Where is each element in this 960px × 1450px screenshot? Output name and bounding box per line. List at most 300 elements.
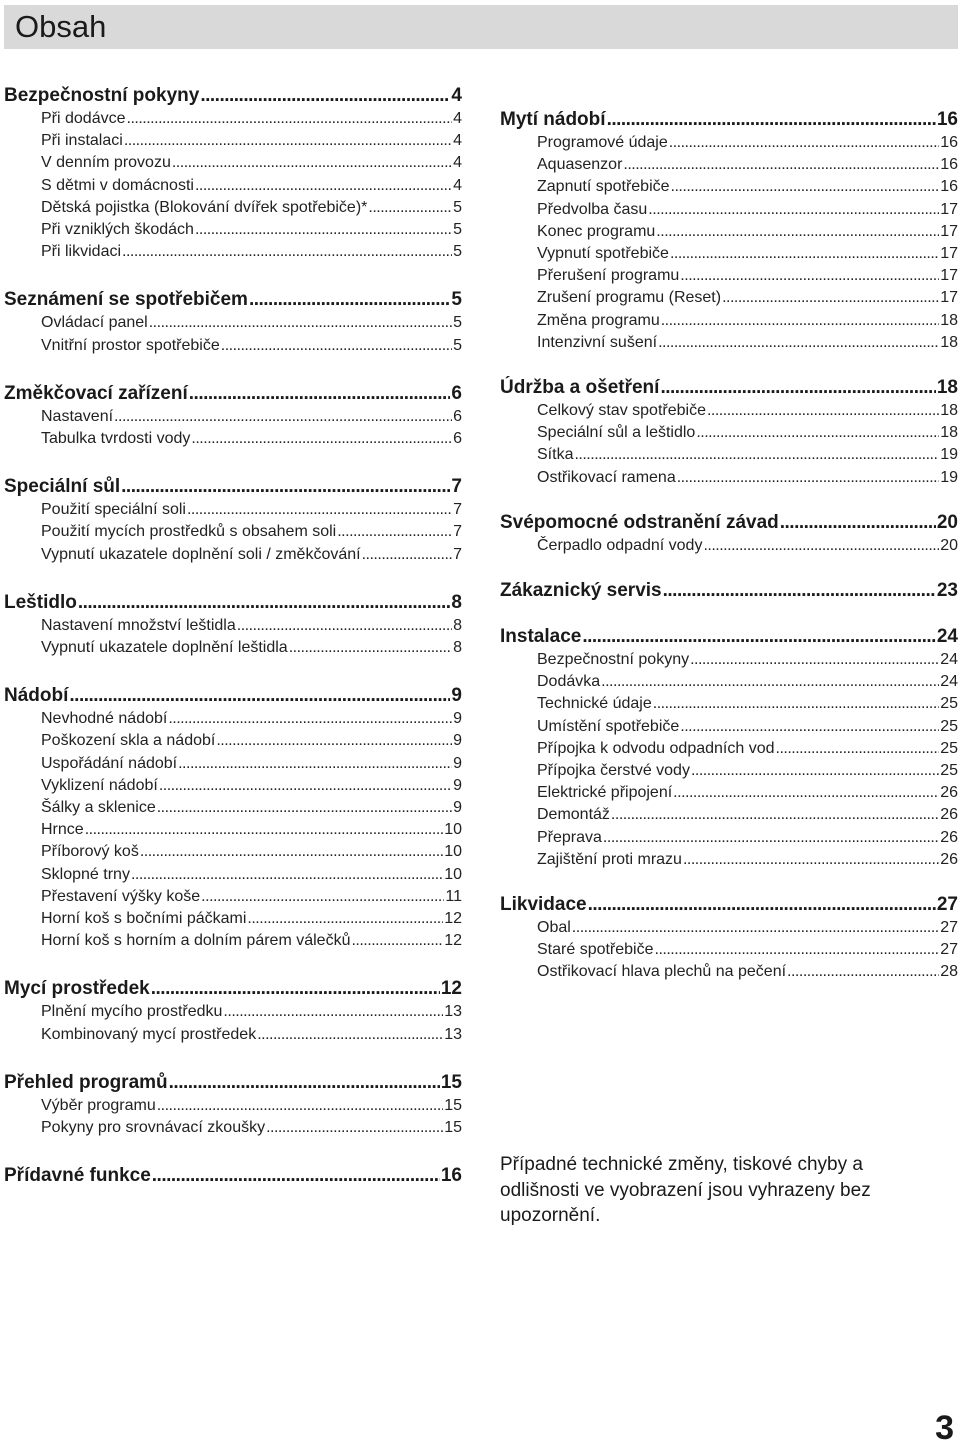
toc-item-stare-spotrebice[interactable] <box>500 939 958 961</box>
toc-section-myti-nadobi[interactable] <box>500 108 958 132</box>
toc-entry-title: Technické údaje <box>537 695 652 713</box>
toc-item-vyklizeni-nadobi[interactable] <box>4 775 462 797</box>
toc-entry-page: 17 <box>940 222 958 240</box>
toc-entry-page: 4 <box>453 154 462 172</box>
toc-dot-leader <box>78 591 451 615</box>
toc-entry-page: 18 <box>940 333 958 351</box>
toc-item-cerpadlo-odpadni-vody[interactable] <box>500 535 958 557</box>
toc-section-group <box>4 84 462 263</box>
toc-entry-title: Programové údaje <box>537 134 668 151</box>
toc-entry-title: Při dodávce <box>41 110 126 127</box>
toc-entry-title: Nastavení <box>41 407 114 425</box>
toc-item-pri-instalaci[interactable] <box>4 130 462 152</box>
toc-item-konec-programu[interactable] <box>500 221 958 243</box>
toc-entry-title: Přeprava <box>537 828 602 846</box>
toc-entry-title: Při likvidaci <box>41 243 122 261</box>
toc-dot-leader <box>707 400 939 422</box>
toc-entry-page: 27 <box>940 919 958 937</box>
toc-item-salky-a-sklenice[interactable] <box>4 797 462 819</box>
toc-dot-leader <box>677 467 939 489</box>
toc-entry-page: 28 <box>940 963 958 981</box>
toc-entry-title: Bezpečnostní pokyny <box>537 651 690 669</box>
toc-item-pokyny-pro-srovnavaci-zkousky[interactable] <box>4 1117 462 1139</box>
toc-entry-title: Vypnutí ukazatele doplnění soli / změkčování <box>41 545 361 563</box>
toc-entry-title: Údržba a ošetření <box>500 377 660 399</box>
toc-entry-page: 5 <box>453 198 462 216</box>
toc-entry-title: Instalace <box>500 626 582 648</box>
toc-entry-title: Svépomocné odstranění závad <box>500 511 779 533</box>
toc-section-zmekcovaci-zarizeni[interactable] <box>4 382 462 406</box>
toc-entry-page: 9 <box>453 754 462 772</box>
toc-item-celkovy-stav-spotrebice[interactable] <box>500 400 958 422</box>
toc-section-nadobi[interactable] <box>4 684 462 708</box>
toc-entry-title: Likvidace <box>500 894 587 916</box>
toc-section-group <box>4 977 462 1045</box>
toc-dot-leader <box>69 684 450 708</box>
toc-item-pripojka-k-odvodu-odpadnich-vod[interactable] <box>500 738 958 760</box>
toc-entry-page: 5 <box>453 336 462 354</box>
toc-item-horni-kos-s-hornim-a-dolnim-parem-valecku[interactable] <box>4 930 462 952</box>
toc-entry-title: Intenzivní sušení <box>537 333 658 351</box>
toc-entry-title: Přídavné funkce <box>4 1165 151 1187</box>
toc-section-group <box>500 625 958 871</box>
toc-dot-leader <box>776 738 940 760</box>
toc-entry-title: Poškození skla a nádobí <box>41 732 216 750</box>
toc-item-elektricke-pripojeni[interactable] <box>500 782 958 804</box>
toc-entry-title: Použití speciální soli <box>41 501 186 519</box>
toc-item-tabulka-tvrdosti-vody[interactable] <box>4 428 462 450</box>
toc-entry-page: 20 <box>936 511 958 533</box>
toc-item-zajisteni-proti-mrazu[interactable] <box>500 849 958 871</box>
toc-dot-leader <box>149 312 452 334</box>
toc-entry-title: Předvolba času <box>537 200 648 218</box>
toc-dot-leader <box>572 917 939 939</box>
toc-entry-page: 13 <box>444 1003 462 1021</box>
toc-section-group <box>500 511 958 557</box>
toc-entry-page: 10 <box>444 843 462 861</box>
toc-entry-title: Zákaznický servis <box>500 580 662 602</box>
toc-dot-leader <box>658 332 939 354</box>
toc-item-pri-likvidaci[interactable] <box>4 241 462 263</box>
toc-entry-title: Vypnutí spotřebiče <box>537 245 669 263</box>
toc-entry-title: Celkový stav spotřebiče <box>537 402 706 420</box>
toc-dot-leader <box>247 908 443 930</box>
toc-entry-page: 13 <box>444 1025 462 1043</box>
toc-entry-page: 16 <box>936 109 958 130</box>
toc-dot-leader <box>152 1164 440 1188</box>
toc-section-prehled-programu[interactable] <box>4 1071 462 1095</box>
toc-dot-leader <box>337 521 452 543</box>
toc-entry-page: 15 <box>444 1119 462 1137</box>
toc-entry-title: Změna programu <box>537 311 660 329</box>
toc-dot-leader <box>124 130 452 152</box>
toc-dot-leader <box>691 760 939 782</box>
toc-dot-leader <box>574 444 939 466</box>
toc-entry-title: Horní koš s bočními páčkami <box>41 910 247 928</box>
toc-entry-title: Demontáž <box>537 806 610 824</box>
toc-entry-title: V denním provozu <box>41 154 171 172</box>
toc-entry-title: Zrušení programu (Reset) <box>537 289 722 307</box>
toc-entry-page: 19 <box>940 446 958 464</box>
toc-dot-leader <box>623 154 939 176</box>
toc-entry-page: 10 <box>444 821 462 839</box>
toc-entry-title: Ostřikovací hlava plechů na pečení <box>537 963 787 981</box>
toc-entry-page: 18 <box>940 424 958 442</box>
toc-entry-page: 5 <box>453 221 462 239</box>
toc-item-hrnce[interactable] <box>4 819 462 841</box>
toc-entry-page: 24 <box>940 673 958 691</box>
toc-entry-title: Přerušení programu <box>537 267 680 285</box>
toc-entry-title: Použití mycích prostředků s obsahem soli <box>41 523 337 541</box>
toc-item-zruseni-programu-reset[interactable] <box>500 287 958 309</box>
toc-item-vyber-programu[interactable] <box>4 1095 462 1117</box>
toc-entry-title: Mycí prostředek <box>4 978 150 1000</box>
toc-entry-page: 6 <box>453 407 462 425</box>
toc-item-pouziti-specialni-soli[interactable] <box>4 499 462 521</box>
toc-item-pri-dodavce[interactable] <box>4 108 462 130</box>
toc-entry-page: 26 <box>940 828 958 846</box>
toc-entry-page: 8 <box>451 591 462 613</box>
toc-entry-page: 9 <box>451 685 462 707</box>
toc-dot-leader <box>257 1024 443 1046</box>
toc-item-nastaveni-mnozstvi-lestidla[interactable] <box>4 615 462 637</box>
toc-dot-leader <box>223 1001 443 1023</box>
toc-entry-title: Sítka <box>537 446 574 464</box>
toc-item-s-detmi-v-domacnosti[interactable] <box>4 175 462 197</box>
toc-entry-page: 7 <box>453 545 462 563</box>
toc-entry-page: 12 <box>444 910 462 928</box>
toc-entry-page: 5 <box>453 314 462 332</box>
toc-entry-title: Obal <box>537 919 571 937</box>
toc-section-group <box>4 1071 462 1139</box>
toc-dot-leader <box>157 1095 443 1117</box>
toc-item-sklopne-trny[interactable] <box>4 864 462 886</box>
toc-dot-leader <box>151 977 440 1001</box>
toc-entry-title: Příborový koš <box>41 843 139 861</box>
toc-dot-leader <box>669 132 939 154</box>
toc-item-demontaz[interactable] <box>500 804 958 826</box>
toc-entry-page: 7 <box>453 523 462 541</box>
toc-item-preruseni-programu[interactable] <box>500 265 958 287</box>
toc-dot-leader <box>601 671 939 693</box>
toc-dot-leader <box>588 893 936 917</box>
toc-entry-page: 4 <box>453 132 462 150</box>
toc-dot-leader <box>172 152 452 174</box>
toc-dot-leader <box>191 428 452 450</box>
toc-item-umisteni-spotrebice[interactable] <box>500 716 958 738</box>
toc-entry-page: 26 <box>940 850 958 868</box>
toc-entry-title: Šálky a sklenice <box>41 799 156 817</box>
toc-item-vypnuti-ukazatele-doplneni-soli-zmekcovani[interactable] <box>4 544 462 566</box>
toc-entry-title: Dětská pojistka (Blokování dvířek spotřebiče)* <box>41 198 368 216</box>
toc-entry-title: Plnění mycího prostředku <box>41 1003 223 1021</box>
toc-entry-page: 4 <box>451 85 462 106</box>
toc-item-specialni-sul-a-lestidlo[interactable] <box>500 422 958 444</box>
toc-item-vnitrni-prostor-spotrebice[interactable] <box>4 335 462 357</box>
toc-dot-leader <box>121 475 450 499</box>
toc-entry-page: 17 <box>940 289 958 307</box>
toc-section-seznameni-se-spotrebicem[interactable] <box>4 288 462 312</box>
toc-left-column <box>4 84 462 1188</box>
toc-entry-title: Sklopné trny <box>41 865 130 883</box>
toc-dot-leader <box>195 175 452 197</box>
toc-entry-title: Elektrické připojení <box>537 784 673 802</box>
toc-dot-leader <box>157 797 452 819</box>
toc-item-pripojka-cerstve-vody[interactable] <box>500 760 958 782</box>
toc-dot-leader <box>787 961 939 983</box>
toc-entry-title: Uspořádání nádobí <box>41 754 178 772</box>
toc-entry-page: 7 <box>451 476 462 498</box>
toc-entry-title: Vyklizení nádobí <box>41 776 158 794</box>
toc-section-group <box>500 108 958 354</box>
toc-item-pri-vzniklych-skodach[interactable] <box>4 219 462 241</box>
toc-entry-page: 24 <box>940 651 958 669</box>
toc-item-ovladaci-panel[interactable] <box>4 312 462 334</box>
toc-dot-leader <box>216 730 452 752</box>
toc-section-instalace[interactable] <box>500 625 958 649</box>
toc-entry-title: Nádobí <box>4 685 69 707</box>
toc-entry-page: 5 <box>453 243 462 261</box>
toc-dot-leader <box>656 221 939 243</box>
toc-entry-title: Bezpečnostní pokyny <box>4 85 200 106</box>
toc-entry-page: 26 <box>940 784 958 802</box>
toc-dot-leader <box>221 335 452 357</box>
toc-entry-page: 16 <box>940 156 958 174</box>
toc-dot-leader <box>168 708 452 730</box>
toc-entry-page: 25 <box>940 695 958 713</box>
toc-item-technicke-udaje[interactable] <box>500 693 958 715</box>
toc-entry-title: Vypnutí ukazatele doplnění leštidla <box>41 639 288 657</box>
toc-entry-page: 17 <box>940 245 958 263</box>
toc-dot-leader <box>200 84 450 108</box>
toc-item-poskozeni-skla-a-nadobi[interactable] <box>4 730 462 752</box>
toc-item-kombinovany-myci-prostredek[interactable] <box>4 1024 462 1046</box>
toc-entry-page: 4 <box>453 110 462 127</box>
toc-entry-page: 18 <box>940 311 958 329</box>
page-title: Obsah <box>15 9 107 44</box>
toc-section-lestidlo[interactable] <box>4 591 462 615</box>
toc-entry-title: Mytí nádobí <box>500 109 606 130</box>
toc-entry-title: Přestavení výšky koše <box>41 887 201 905</box>
toc-section-group <box>4 684 462 952</box>
toc-entry-page: 17 <box>940 200 958 218</box>
toc-entry-page: 8 <box>453 616 462 634</box>
toc-entry-page: 24 <box>936 626 958 648</box>
toc-section-group <box>500 579 958 603</box>
toc-entry-page: 10 <box>444 865 462 883</box>
toc-entry-title: Kombinovaný mycí prostředek <box>41 1025 257 1043</box>
toc-dot-leader <box>671 176 940 198</box>
toc-dot-leader <box>169 1071 440 1095</box>
toc-entry-title: Staré spotřebiče <box>537 941 654 959</box>
toc-entry-page: 25 <box>940 762 958 780</box>
toc-entry-title: Leštidlo <box>4 591 77 613</box>
toc-dot-leader <box>722 287 939 309</box>
toc-dot-leader <box>648 199 939 221</box>
toc-entry-page: 9 <box>453 732 462 750</box>
toc-entry-title: Vnitřní prostor spotřebiče <box>41 336 220 354</box>
toc-entry-title: Přípojka k odvodu odpadních vod <box>537 739 775 757</box>
toc-dot-leader <box>368 197 452 219</box>
toc-item-usporadani-nadobi[interactable] <box>4 753 462 775</box>
toc-item-programove-udaje[interactable] <box>500 132 958 154</box>
toc-dot-leader <box>362 544 453 566</box>
toc-item-pouziti-mycich-prostredku-s-obsahem-soli[interactable] <box>4 521 462 543</box>
toc-entry-page: 4 <box>453 176 462 194</box>
toc-dot-leader <box>195 219 452 241</box>
toc-entry-page: 15 <box>440 1071 462 1093</box>
toc-section-svepomocne-odstraneni-zavad[interactable] <box>500 511 958 535</box>
toc-entry-page: 15 <box>444 1096 462 1114</box>
toc-dot-leader <box>660 376 935 400</box>
toc-dot-leader <box>127 108 453 130</box>
toc-entry-title: Zapnutí spotřebiče <box>537 178 670 196</box>
toc-dot-leader <box>114 406 452 428</box>
toc-entry-title: Přehled programů <box>4 1071 168 1093</box>
toc-entry-page: 25 <box>940 739 958 757</box>
toc-dot-leader <box>696 422 939 444</box>
toc-entry-title: Při vzniklých škodách <box>41 221 194 239</box>
toc-entry-page: 6 <box>451 382 462 404</box>
toc-section-group <box>4 591 462 659</box>
toc-item-priborovy-kos[interactable] <box>4 841 462 863</box>
page-number: 3 <box>935 1409 954 1447</box>
toc-section-zakaznicky-servis[interactable] <box>500 579 958 603</box>
toc-dot-leader <box>122 241 452 263</box>
toc-dot-leader <box>582 625 936 649</box>
toc-item-horni-kos-s-bocnimi-packami[interactable] <box>4 908 462 930</box>
toc-entry-title: Změkčovací zařízení <box>4 382 188 404</box>
toc-dot-leader <box>780 511 936 535</box>
toc-dot-leader <box>159 775 452 797</box>
toc-dot-leader <box>237 615 452 637</box>
toc-item-bezpecnostni-pokyny[interactable] <box>500 649 958 671</box>
toc-entry-title: Umístění spotřebiče <box>537 717 680 735</box>
toc-entry-page: 12 <box>440 978 462 1000</box>
toc-entry-title: Přípojka čerstvé vody <box>537 762 690 780</box>
toc-section-group <box>4 288 462 356</box>
toc-dot-leader <box>140 841 443 863</box>
toc-entry-page: 12 <box>444 932 462 950</box>
toc-item-nevhodne-nadobi[interactable] <box>4 708 462 730</box>
toc-item-preprava[interactable] <box>500 827 958 849</box>
toc-entry-page: 7 <box>453 501 462 519</box>
toc-dot-leader <box>663 579 936 603</box>
toc-section-group <box>500 893 958 984</box>
toc-item-zapnuti-spotrebice[interactable] <box>500 176 958 198</box>
toc-item-obal[interactable] <box>500 917 958 939</box>
toc-entry-title: Ovládací panel <box>41 314 148 332</box>
toc-dot-leader <box>655 939 940 961</box>
toc-section-pridavne-funkce[interactable] <box>4 1164 462 1188</box>
toc-dot-leader <box>201 886 444 908</box>
toc-section-bezpecnostni-pokyny[interactable] <box>4 84 462 108</box>
toc-item-aquasenzor[interactable] <box>500 154 958 176</box>
toc-right-column <box>500 108 958 984</box>
toc-item-v-dennim-provozu[interactable] <box>4 152 462 174</box>
toc-entry-title: Při instalaci <box>41 132 123 150</box>
toc-item-plneni-myciho-prostredku[interactable] <box>4 1001 462 1023</box>
toc-entry-title: Čerpadlo odpadní vody <box>537 536 703 554</box>
toc-section-group <box>4 382 462 450</box>
toc-section-group <box>4 475 462 566</box>
toc-entry-page: 11 <box>445 887 462 905</box>
toc-entry-title: Konec programu <box>537 222 656 240</box>
toc-item-prestaveni-vysky-kose[interactable] <box>4 886 462 908</box>
toc-dot-leader <box>266 1117 443 1139</box>
toc-dot-leader <box>680 716 939 738</box>
toc-item-nastaveni[interactable] <box>4 406 462 428</box>
toc-dot-leader <box>249 288 450 312</box>
toc-entry-page: 26 <box>940 806 958 824</box>
toc-entry-page: 20 <box>940 536 958 554</box>
toc-item-vypnuti-spotrebice[interactable] <box>500 243 958 265</box>
toc-entry-title: Dodávka <box>537 673 601 691</box>
header-bar <box>4 5 958 49</box>
toc-entry-page: 27 <box>936 894 958 916</box>
toc-dot-leader <box>673 782 939 804</box>
toc-item-detska-pojistka-blokovani-dvirek-spotrebice[interactable] <box>4 197 462 219</box>
toc-item-ostrikovaci-ramena[interactable] <box>500 467 958 489</box>
toc-item-intenzivni-suseni[interactable] <box>500 332 958 354</box>
toc-dot-leader <box>603 827 939 849</box>
toc-section-likvidace[interactable] <box>500 893 958 917</box>
toc-dot-leader <box>131 864 443 886</box>
toc-entry-title: Nastavení množství leštidla <box>41 616 236 634</box>
toc-item-sitka[interactable] <box>500 444 958 466</box>
toc-item-predvolba-casu[interactable] <box>500 199 958 221</box>
toc-entry-title: Hrnce <box>41 821 84 839</box>
toc-entry-page: 25 <box>940 717 958 735</box>
toc-entry-title: Seznámení se spotřebičem <box>4 289 248 311</box>
toc-entry-page: 16 <box>440 1165 462 1187</box>
toc-dot-leader <box>670 243 939 265</box>
toc-entry-page: 9 <box>453 776 462 794</box>
toc-item-ostrikovaci-hlava-plechu-na-peceni[interactable] <box>500 961 958 983</box>
toc-entry-page: 18 <box>936 377 958 399</box>
toc-entry-title: Tabulka tvrdosti vody <box>41 430 191 448</box>
toc-entry-title: Horní koš s horním a dolním párem válečků <box>41 932 351 950</box>
toc-dot-leader <box>611 804 939 826</box>
toc-dot-leader <box>351 930 443 952</box>
toc-entry-title: Nevhodné nádobí <box>41 710 168 728</box>
toc-entry-title: Zajištění proti mrazu <box>537 850 682 868</box>
toc-section-group <box>500 376 958 489</box>
toc-item-vypnuti-ukazatele-doplneni-lestidla[interactable] <box>4 637 462 659</box>
toc-entry-page: 19 <box>940 468 958 486</box>
toc-entry-title: Speciální sůl <box>4 476 121 498</box>
disclaimer-note: Případné technické změny, tiskové chyby a odlišnosti ve vyobrazení jsou vyhrazeny bez upozornění. <box>500 1154 871 1226</box>
toc-entry-page: 6 <box>453 430 462 448</box>
toc-dot-leader <box>187 499 452 521</box>
toc-entry-page: 9 <box>453 710 462 728</box>
toc-dot-leader <box>703 535 939 557</box>
toc-entry-page: 16 <box>940 178 958 196</box>
toc-section-specialni-sul[interactable] <box>4 475 462 499</box>
toc-section-udrzba-a-osetreni[interactable] <box>500 376 958 400</box>
toc-dot-leader <box>680 265 939 287</box>
toc-entry-page: 27 <box>940 941 958 959</box>
toc-section-myci-prostredek[interactable] <box>4 977 462 1001</box>
toc-item-zmena-programu[interactable] <box>500 310 958 332</box>
toc-dot-leader <box>85 819 444 841</box>
toc-entry-title: Ostřikovací ramena <box>537 468 676 486</box>
toc-entry-page: 8 <box>453 639 462 657</box>
toc-entry-page: 17 <box>940 267 958 285</box>
toc-item-dodavka[interactable] <box>500 671 958 693</box>
toc-dot-leader <box>690 649 939 671</box>
toc-entry-title: Speciální sůl a leštidlo <box>537 424 696 442</box>
